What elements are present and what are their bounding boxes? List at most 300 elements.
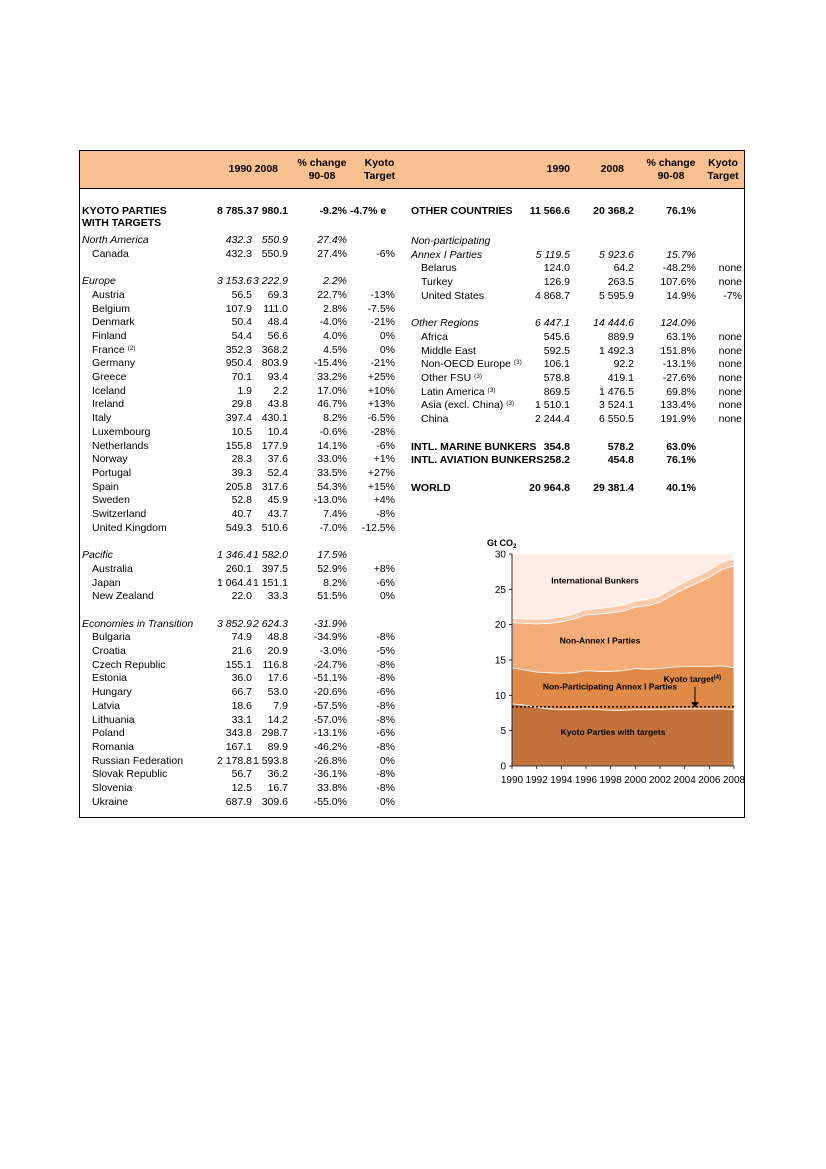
left-row-name [92,782,132,795]
left-row-2008: 14.2 [267,713,288,726]
left-row-1990: 52.8 [231,494,252,507]
left-row-change: 22.7% [317,288,347,301]
left-row-2008: 36.2 [267,768,288,781]
left-row-change: -31.9% [313,617,347,630]
left-row-name-text: Finland [92,329,127,342]
right-row-name [421,399,514,412]
right-row-2008: 454.8 [607,454,634,467]
left-row-2008: 2 624.3 [252,617,288,630]
right-row-name-text: Middle East [421,344,476,357]
left-row-name-text: Poland [92,727,125,740]
left-row-change: 33.5% [317,466,347,479]
left-row-name-text: Ukraine [92,795,129,808]
left-table-row [80,522,744,535]
right-total-1990: 11 566.6 [529,205,570,217]
left-row-target: -6% [376,686,395,699]
right-row-change: 15.7% [666,248,696,261]
left-row-change: -34.9% [313,631,347,644]
left-row-target: -6% [376,727,395,740]
x-tick-label: 1994 [550,775,573,786]
left-row-1990: 432.3 [225,247,252,260]
left-row-1990: 40.7 [231,508,252,520]
right-table-row [80,386,744,399]
left-row-2008: 298.7 [261,727,288,740]
left-row-name-text: Japan [92,576,121,589]
right-row-1990: 592.5 [543,344,570,357]
area-label-4: Kyoto Parties with targets [560,726,666,737]
left-row-1990: 1 346.4 [216,549,252,562]
left-row-1990: 397.4 [225,412,252,425]
left-row-target: 0% [379,329,395,342]
left-row-change: 54.3% [317,480,347,493]
left-row-target: 0% [379,754,395,767]
left-row-1990: 107.9 [225,302,252,315]
right-row-2008: 5 595.9 [598,289,634,302]
right-row-1990: 545.6 [543,330,570,343]
left-row-target: -6% [376,576,395,589]
x-tick-label: 2006 [698,775,721,786]
right-row-2008: 1 476.5 [598,385,634,398]
left-row-change: 51.5% [317,590,347,603]
left-row-1990: 29.8 [231,398,252,411]
right-row-2008: 889.9 [607,330,634,343]
right-row-1990: 106.1 [543,358,570,371]
left-row-target: -8% [376,672,395,685]
y-tick-label: 5 [500,726,506,738]
left-row-footnote: (2) [127,344,136,352]
left-row-target: 0% [379,795,395,808]
left-table-row [80,508,744,521]
right-table-row [80,331,744,344]
left-row-change: 46.7% [317,398,347,411]
left-row-name-text: Bulgaria [92,631,131,644]
left-row-name-text: Australia [92,562,133,575]
left-row-target: +15% [367,480,395,493]
left-row-1990: 10.5 [231,425,252,438]
right-row-name-text: China [421,413,449,426]
right-total-name: OTHER COUNTRIES [411,205,513,217]
left-row-name-text: Slovenia [92,782,133,794]
right-table-row [80,345,744,358]
right-table-row [80,249,744,262]
right-row-name [421,413,448,426]
left-row-target: -21% [370,357,395,370]
left-row-name [92,494,130,507]
table-header [80,151,744,189]
left-row-1990: 36.0 [231,672,252,685]
right-table-row [80,413,744,426]
right-row-name-text: Asia (excl. China) [421,399,504,412]
right-row-target: none [718,358,742,371]
left-row-target: +10% [367,384,395,397]
right-row-change: 124.0% [660,317,696,330]
left-row-name [92,631,131,644]
left-row-name-text: Netherlands [92,439,149,452]
left-row-1990: 687.9 [225,795,252,808]
left-row-1990: 12.5 [231,782,252,794]
right-row-change: 69.8% [666,385,696,398]
right-row-name-text: INTL. MARINE BUNKERS [411,440,537,453]
left-row-2008: 20.9 [267,645,288,657]
left-row-target: -8% [376,631,395,644]
left-row-2008: 550.9 [261,247,288,260]
left-row-2008: 7.9 [273,699,288,712]
left-row-name [92,796,128,809]
left-row-change: -13.0% [313,494,347,507]
x-tick-label: 1998 [599,775,622,786]
right-row-change: 63.1% [666,330,696,343]
x-tick-label: 2002 [648,775,672,786]
left-row-name-text: Romania [92,740,135,753]
left-row-target: +13% [367,398,395,411]
left-row-name-text: Estonia [92,672,128,685]
left-total-change: -9.2% [319,205,347,217]
right-row-name [411,249,482,262]
y-tick-label: 30 [494,549,506,561]
left-row-1990: 50.4 [231,316,252,329]
right-row-target: none [718,330,742,343]
left-row-target: +1% [373,453,395,466]
right-table-row [80,290,744,303]
left-row-target: -21% [370,316,395,329]
x-tick-label: 1992 [525,775,548,786]
left-row-target: -6.5% [367,412,395,425]
right-row-change: -13.1% [662,358,696,371]
right-row-2008: 92.2 [613,358,634,371]
left-row-change: 14.1% [317,439,347,452]
left-row-change: -57.5% [313,699,347,712]
area-label-2: Non-Annex I Parties [559,635,641,646]
left-row-2008: 53.0 [267,686,288,699]
left-row-2008: 177.9 [261,439,288,452]
left-row-name [92,426,150,439]
left-row-1990: 432.3 [225,234,252,246]
right-row-name-text: United States [421,289,485,302]
right-row-name [421,358,522,371]
right-table-row [80,372,744,385]
left-row-name [92,755,183,768]
left-row-name-text: Europe [82,275,116,288]
y-tick-label: 10 [494,690,506,702]
right-row-target: none [718,413,742,426]
left-row-name [92,467,131,480]
header-target-right: Kyoto Target [707,157,739,182]
left-row-name-text: United Kingdom [92,521,167,534]
left-row-2008: 48.8 [267,631,288,644]
left-row-name-text: Spain [92,480,119,493]
left-row-1990: 343.8 [225,727,252,740]
left-row-target: +8% [373,562,395,575]
right-table-row [80,482,744,495]
left-row-change: -0.6% [319,425,347,438]
right-table-row [80,441,744,454]
right-row-name-text: Annex I Parties [411,248,483,261]
left-total-1990: 8 785.3 [216,205,252,217]
right-row-2008: 1 492.3 [598,344,634,357]
left-row-change: -3.0% [319,645,347,657]
left-row-target: -6% [376,247,395,260]
left-row-name-text: Luxembourg [92,425,151,438]
right-row-change: 14.9% [666,289,696,302]
right-row-name-text: Africa [421,330,448,343]
left-row-change: 27.4% [317,234,347,246]
left-row-name [92,714,135,727]
left-row-name [92,563,133,576]
right-row-2008: 263.5 [607,276,634,289]
left-row-change: 27.4% [317,247,347,260]
right-row-target: none [718,262,742,275]
right-row-name [421,372,482,385]
left-row-change: -13.1% [313,727,347,740]
x-tick-label: 2008 [722,775,745,786]
right-table-row [80,235,744,248]
left-row-change: -15.4% [313,357,347,370]
right-row-name-text: Non-OECD Europe [421,358,511,371]
left-row-change: 2.8% [323,302,347,315]
right-row-change: 40.1% [666,481,696,494]
left-row-name [92,700,120,713]
left-row-change: -24.7% [313,658,347,671]
left-row-name-text: Norway [92,453,128,466]
left-row-target: -6% [376,439,395,452]
left-row-name-text: Denmark [92,316,135,329]
left-row-2008: 510.6 [261,521,288,534]
left-row-name [92,727,125,740]
left-row-name-text: Croatia [92,645,126,657]
header-2008-right: 2008 [600,163,624,175]
left-row-2008: 16.7 [267,782,288,794]
left-row-change: 33.8% [317,782,347,794]
left-row-name [92,659,166,672]
left-row-target: +27% [367,466,395,479]
y-tick-label: 15 [494,655,506,667]
left-row-name-text: Russian Federation [92,754,184,767]
left-row-target: -8% [376,768,395,781]
right-row-2008: 29 381.4 [593,481,634,494]
left-row-name-text: Canada [92,247,129,260]
left-row-target: -5% [376,645,395,657]
left-row-name [92,522,167,535]
left-table-row [80,796,744,809]
left-row-1990: 66.7 [231,686,252,699]
right-row-change: 151.8% [660,344,696,357]
left-row-2008: 10.4 [267,425,288,438]
left-row-target: +4% [373,494,395,507]
left-row-name-text: Belgium [92,302,130,315]
left-row-name-text: Austria [92,288,125,301]
kyoto-target-label: Kyoto target$^{(4)}$ [663,673,721,684]
header-1990-left: 1990 [228,163,252,175]
right-row-name-text: WORLD [411,481,451,494]
left-table-row [80,494,744,507]
right-row-change: 63.0% [666,440,696,453]
left-row-name [92,741,134,754]
left-row-target: -8% [376,740,395,753]
right-row-2008: 5 923.6 [598,248,634,261]
left-row-target: -7.5% [367,302,395,315]
left-row-1990: 18.6 [231,699,252,712]
right-row-name-text: Latin America [421,385,485,398]
left-row-change: -57.0% [313,713,347,726]
left-row-name-text: Czech Republic [92,658,166,671]
x-tick-label: 2000 [624,775,647,786]
left-row-2008: 52.4 [267,466,288,479]
left-row-target: -12.5% [361,521,395,534]
left-row-1990: 155.8 [225,439,252,452]
right-row-name [421,262,457,275]
right-row-name-text: Belarus [421,262,457,275]
right-table-row [80,276,744,289]
left-row-2008: 3 222.9 [252,275,288,288]
left-row-change: 7.4% [323,508,347,520]
right-table-row [80,358,744,371]
header-change-left: % change 90-08 [297,157,347,182]
right-row-2008: 3 524.1 [598,399,634,412]
right-row-footnote: (3) [474,373,483,380]
left-row-change: -46.2% [313,740,347,753]
left-row-2008: 1 593.8 [252,754,288,767]
left-row-change: -4.0% [319,316,347,329]
left-row-1990: 39.3 [231,466,252,479]
left-row-1990: 54.4 [231,329,252,342]
right-row-footnote: (3) [513,359,522,367]
right-row-footnote: (3) [506,400,515,408]
left-row-name-text: Italy [92,412,112,425]
left-row-2008: 430.1 [261,412,288,425]
left-row-2008: 317.6 [261,480,288,493]
left-row-2008: 33.3 [267,590,288,603]
left-row-2008: 397.5 [261,562,288,575]
emissions-area-chart [485,536,745,796]
left-row-2008: 37.6 [267,453,288,466]
left-row-change: -51.1% [313,672,347,685]
x-tick-label: 2004 [673,775,696,786]
left-row-1990: 1.9 [237,384,252,397]
left-row-name-text: Switzerland [92,508,147,520]
left-row-name-text: Lithuania [92,713,135,726]
left-row-target: -8% [376,658,395,671]
right-row-change: -27.6% [662,372,696,384]
left-row-1990: 167.1 [225,740,252,753]
left-row-1990: 549.3 [225,521,252,534]
left-row-change: 17.0% [317,384,347,397]
y-tick-label: 0 [500,761,506,773]
left-row-2008: 116.8 [262,658,288,671]
left-row-target: 0% [379,343,395,356]
left-row-change: -20.6% [313,686,347,699]
right-row-1990: 6 447.1 [534,317,570,330]
right-total-change: 76.1% [666,205,696,217]
left-row-name [82,549,113,562]
left-row-target: -28% [370,425,395,438]
left-row-1990: 155.1 [225,658,252,671]
left-row-2008: 368.2 [261,343,288,356]
left-row-name-text: North America [82,234,149,246]
right-row-name-text: Non-participating [411,235,491,247]
right-row-target: -7% [723,289,742,302]
area-label-3: Non-Participating Annex I Parties [542,681,678,692]
left-row-name [92,645,126,658]
left-row-target: -8% [376,782,395,794]
right-row-name [411,317,479,330]
left-row-2008: 93.4 [267,371,288,383]
left-row-change: 52.9% [317,562,347,575]
left-row-name-text: Slovak Republic [92,768,168,781]
left-row-2008: 1 582.0 [252,549,288,562]
left-row-name-text: Greece [92,371,127,383]
left-table-row [80,303,744,316]
left-row-1990: 950.4 [225,357,252,370]
left-row-change: 4.0% [323,329,347,342]
header-1990-right: 1990 [546,163,570,175]
left-row-1990: 28.3 [231,453,252,466]
left-row-name [92,303,130,316]
right-row-2008: 64.2 [613,262,634,275]
left-row-2008: 48.4 [267,316,288,329]
right-row-name-text: Turkey [421,276,453,289]
left-row-target: -13% [370,288,395,301]
left-row-1990: 21.6 [231,645,252,657]
right-row-name-text: Other Regions [411,317,479,330]
left-row-1990: 3 852.9 [216,617,252,630]
right-total-2008: 20 368.2 [593,205,634,217]
right-row-1990: 578.8 [543,372,570,384]
left-row-change: 17.5% [317,549,347,562]
left-row-change: -36.1% [313,768,347,781]
right-row-name-text: INTL. AVIATION BUNKERS [411,454,544,467]
left-row-name-text: Latvia [92,699,121,712]
left-row-name [92,590,154,603]
left-row-1990: 1 064.4 [216,576,252,589]
right-table-row [80,399,744,412]
right-row-name [411,482,451,495]
left-row-change: 4.5% [323,343,347,356]
left-row-name-text: Hungary [92,686,132,699]
left-table-row [80,426,744,439]
header-2008-left: 2008 [254,163,278,175]
x-tick-label: 1990 [500,775,524,786]
right-table-row [80,262,744,275]
right-row-2008: 419.1 [607,372,634,384]
left-row-1990: 2 178.8 [216,754,252,767]
left-row-name [92,508,146,521]
right-row-1990: 2 244.4 [534,413,570,426]
right-row-name [411,235,490,248]
left-row-change: 8.2% [323,412,347,425]
right-row-1990: 124.0 [543,262,570,275]
left-row-change: 33.0% [317,453,347,466]
left-row-2008: 17.6 [267,672,288,685]
left-total-name-1: KYOTO PARTIES [82,205,167,217]
right-row-target: none [718,372,742,384]
left-row-name-text: Sweden [92,494,130,507]
left-row-name [92,686,132,699]
left-row-2008: 43.7 [267,508,288,520]
left-row-change: -7.0% [319,521,347,534]
left-row-2008: 56.6 [267,329,288,342]
right-row-2008: 578.2 [607,440,634,453]
right-row-1990: 4 868.7 [534,289,570,302]
right-row-name [421,276,453,289]
left-row-1990: 74.9 [231,631,252,644]
y-axis-label: Gt $CO_2$ [487,538,517,550]
right-row-target: none [718,344,742,357]
left-row-1990: 260.1 [225,562,252,575]
left-row-target: -8% [376,713,395,726]
left-row-name-text: Ireland [92,398,125,411]
right-row-1990: 126.9 [543,276,570,289]
left-row-2008: 1 151.1 [252,576,288,589]
